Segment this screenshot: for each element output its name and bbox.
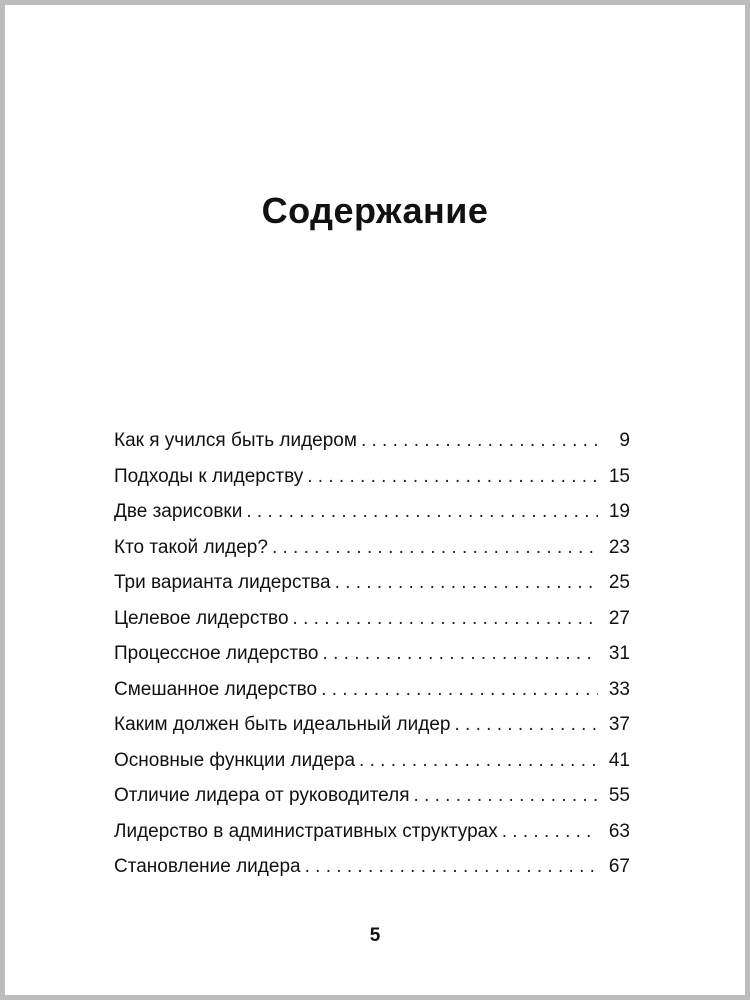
toc-entry [114,778,630,814]
toc-leader-dots [246,494,598,530]
toc-entry-title: Три варианта лидерства [114,572,331,593]
toc-entry-title: Кто такой лидер? [114,536,268,558]
toc-entry-title: Становление лидера [114,856,301,877]
toc-entry [114,459,630,495]
toc-entry [114,423,630,459]
table-of-contents [114,423,630,885]
toc-entry-page: 41 [608,749,630,771]
toc-leader-dots [454,707,598,743]
toc-entry-page: 67 [608,856,630,877]
toc-entry [114,636,630,672]
toc-entry-page: 63 [608,820,630,842]
toc-entry-title: Каким должен быть идеальный лидер [114,714,451,735]
toc-entry [114,707,630,743]
toc-entry-page: 27 [608,607,630,629]
toc-entry-page: 25 [608,572,630,593]
toc-entry [114,849,630,885]
toc-entry [114,814,630,850]
toc-entry [114,565,630,601]
toc-entry-title: Две зарисовки [114,501,243,522]
toc-leader-dots [321,672,598,708]
toc-entry [114,494,630,530]
toc-entry-title: Процессное лидерство [114,643,319,664]
toc-entry-title: Основные функции лидера [114,749,356,771]
toc-entry-title: Как я учился быть лидером [114,430,357,451]
toc-entry-page: 19 [608,501,630,522]
toc-entry-page: 33 [608,678,630,700]
toc-entry-title: Отличие лидера от руководителя [114,785,410,806]
toc-entry [114,601,630,637]
toc-entry-page: 37 [608,714,630,735]
toc-entry-title: Целевое лидерство [114,607,289,629]
toc-entry [114,672,630,708]
toc-leader-dots [359,743,598,779]
toc-entry-page: 55 [608,785,630,806]
toc-entry-title: Смешанное лидерство [114,678,318,700]
toc-leader-dots [335,565,598,601]
toc-leader-dots [502,814,598,850]
toc-leader-dots [307,459,598,495]
page-title: Содержание [261,190,489,232]
page-number: 5 [369,925,381,946]
toc-entry-page: 9 [619,430,630,451]
toc-entry-page: 15 [608,465,630,487]
toc-leader-dots [414,778,599,814]
toc-leader-dots [293,601,598,637]
toc-entry-page: 23 [608,536,630,558]
toc-leader-dots [361,423,598,459]
toc-leader-dots [272,530,598,566]
toc-entry [114,530,630,566]
toc-entry [114,743,630,779]
toc-entry-title: Подходы к лидерству [114,465,304,487]
toc-leader-dots [323,636,598,672]
toc-entry-page: 31 [608,643,630,664]
toc-leader-dots [305,849,598,885]
toc-entry-title: Лидерство в административных структурах [114,820,498,842]
